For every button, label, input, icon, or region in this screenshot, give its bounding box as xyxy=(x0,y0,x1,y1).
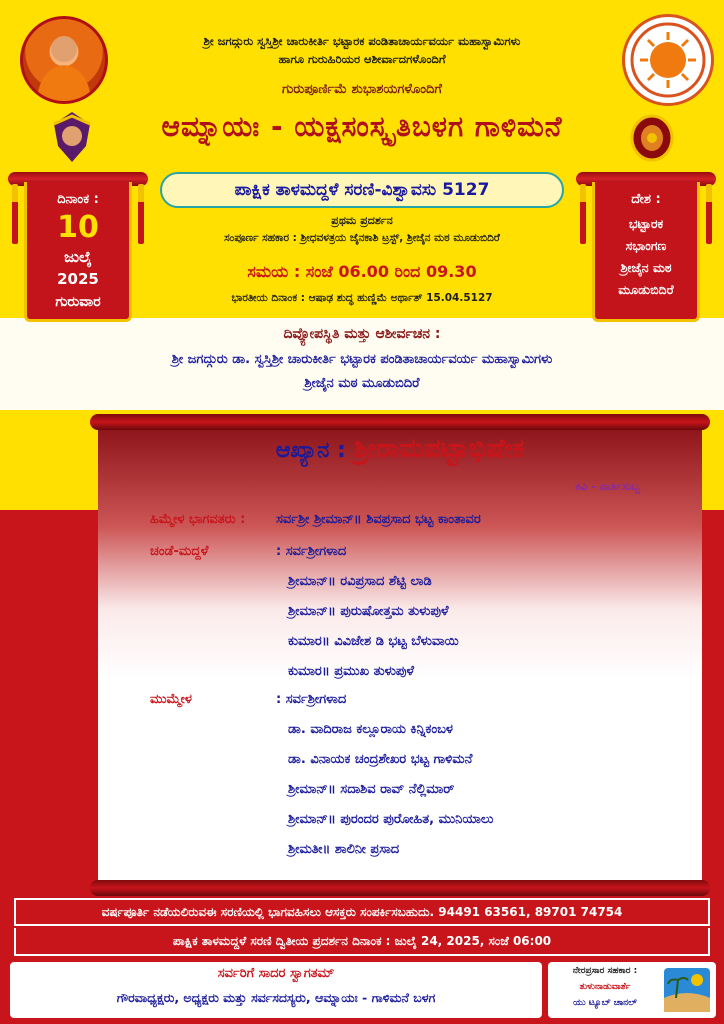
date-month: ಜುಲೈ xyxy=(64,248,92,266)
date-scroll xyxy=(8,172,148,324)
tassel-icon xyxy=(138,184,144,244)
cast-row xyxy=(0,634,724,658)
tassel-icon xyxy=(12,184,18,244)
date-year: 2025 xyxy=(57,270,99,288)
cast-artist: ಶ್ರೀಮಾನ್॥ ರವಿಪ್ರಸಾದ ಶೆಟ್ಟಿ ಲಾಡಿ xyxy=(288,574,432,589)
akhyana-label: ಆಖ್ಯಾನ : xyxy=(275,438,346,463)
tulunadu-logo-icon xyxy=(664,968,710,1012)
yakshagana-mask-icon xyxy=(46,110,98,164)
parchment-rod-top xyxy=(90,414,710,430)
cast-role: ಚಂಡೆ-ಮದ್ದಳೆ xyxy=(150,544,209,559)
date-day: 10 xyxy=(57,210,99,245)
venue-label: ದೇಶ : xyxy=(631,192,661,207)
header-blessing-line1: ಶ್ರೀ ಜಗದ್ಗುರು ಸ್ವಸ್ತಿಶ್ರೀ ಚಾರುಕೀರ್ತಿ ಭಟ್ಟಾರಕ ಪಂಡಿತಾಚಾರ್ಯವರ್ಯ ಮಹಾಸ್ವಾಮಿಗಳು xyxy=(203,34,521,48)
tassel-icon xyxy=(706,184,712,244)
main-title: ಆಮ್ನಾಯಃ - ಯಕ್ಷಸಂಸ್ಕೃತಿಬಳಗ ಗಾಳಿಮನೆ xyxy=(161,110,563,143)
venue-line: ಸಭಾಂಗಣ xyxy=(625,238,667,253)
poet-credit: ಕವಿ - ಪಾರ್ತಿಸುಬ್ಬ xyxy=(575,480,640,493)
show-time: ಸಮಯ : ಸಂಜೆ 06.00 ರಿಂದ 09.30 xyxy=(247,262,477,281)
date-weekday: ಗುರುವಾರ xyxy=(55,294,101,310)
cast-artist: ಶ್ರೀಮಾನ್॥ ಪುರುಷೋತ್ತಮ ತುಳುಪುಳೆ xyxy=(288,604,449,619)
cast-row xyxy=(0,842,724,866)
venue-line: ಮೂಡುಬಿದಿರೆ xyxy=(618,282,674,297)
venue-line: ಭಟ್ಟಾರಕ xyxy=(628,216,664,231)
venue-line: ಶ್ರೀಜೈನ ಮಠ xyxy=(620,260,672,275)
blessing-heading: ದಿವ್ಯೋಪಸ್ಥಿತಿ ಮತ್ತು ಆಶೀರ್ವಚನ : xyxy=(283,326,441,342)
stream-channel: ಯು ಟ್ಯೂಬ್ ಚಾನಲ್ xyxy=(573,998,637,1008)
cast-row xyxy=(0,664,724,688)
cast-role: ಹಿಮ್ಮೇಳ ಭಾಗವತರು : xyxy=(150,512,246,527)
cast-row xyxy=(0,604,724,628)
akhyana-heading xyxy=(98,434,702,465)
cast-artist: ಶ್ರೀಮತೀ॥ ಶಾಲಿನೀ ಪ್ರಸಾದ xyxy=(288,842,400,857)
stream-label: ನೇರಪ್ರಸಾರ ಸಹಕಾರ : xyxy=(572,966,638,976)
parchment-rod-bottom xyxy=(90,880,710,896)
date-label: ದಿನಾಂಕ : xyxy=(57,192,99,207)
cast-artist: : ಸರ್ವಶ್ರೀಗಳಾದ xyxy=(276,544,347,559)
occasion-greeting: ಗುರುಪೂರ್ಣಿಮೆ ಶುಭಾಶಯಗಳೊಂದಿಗೆ xyxy=(282,82,442,97)
cast-artist: ಕುಮಾರ॥ ವಿವಿಜೇಶ ಡಿ ಭಟ್ಟ ಬೆಳುವಾಯಿ xyxy=(288,634,459,649)
cast-row xyxy=(0,812,724,836)
header-blessing-line2: ಹಾಗೂ ಗುರುಹಿರಿಯರ ಆಶೀರ್ವಾದಗಳೊಂದಿಗೆ xyxy=(278,52,446,66)
live-stream-box xyxy=(548,962,716,1018)
cast-row xyxy=(0,782,724,806)
cast-row xyxy=(0,722,724,746)
cast-artist: ಶ್ರೀಮಾನ್॥ ಪುರಂದರ ಪುರೋಹಿತ, ಮುನಿಯಾಲು xyxy=(288,812,494,827)
welcome-text: ಸರ್ವರಿಗೆ ಸಾದರ ಸ್ವಾಗತಮ್ xyxy=(217,966,335,981)
cast-artist: ಡಾ. ವಿನಾಯಕ ಚಂದ್ರಶೇಖರ ಭಟ್ಟ ಗಾಳಿಮನೆ xyxy=(288,752,473,767)
cast-artist: ಶ್ರೀಮಾನ್॥ ಸದಾಶಿವ ರಾವ್ ನೆಲ್ಲಿಮಾರ್ xyxy=(288,782,455,797)
next-show-notice: ಪಾಕ್ಷಿಕ ತಾಳಮದ್ದಳೆ ಸರಣಿ ದ್ವಿತೀಯ ಪ್ರದರ್ಶನ ದಿನಾಂಕ : ಜುಲೈ 24, 2025, ಸಂಜೆ 06:00 xyxy=(14,928,710,956)
cast-artist: ಡಾ. ವಾದಿರಾಜ ಕಲ್ಲೂರಾಯ ಕಿನ್ನಿಕಂಬಳ xyxy=(288,722,453,737)
sponsor-line: ಸಂಪೂರ್ಣ ಸಹಕಾರ : ಶ್ರೀಧವಳತ್ರಯ ಜೈನಕಾಶಿ ಟ್ರಸ್ಟ್, ಶ್ರೀಜೈನ ಮಠ ಮೂಡುಬಿದಿರೆ xyxy=(224,232,500,244)
blessing-name: ಶ್ರೀ ಜಗದ್ಗುರು ಡಾ. ಸ್ವಸ್ತಿಶ್ರೀ ಚಾರುಕೀರ್ತಿ ಭಟ್ಟಾರಕ ಪಂಡಿತಾಚಾರ್ಯವರ್ಯ ಮಹಾಸ್ವಾಮಿಗಳು xyxy=(171,352,553,367)
welcome-box xyxy=(10,962,542,1018)
blessing-place: ಶ್ರೀಜೈನ ಮಠ ಮೂಡುಬಿದಿರೆ xyxy=(304,376,420,391)
cast-artist: ಸರ್ವಶ್ರೀ ಶ್ರೀಮಾನ್॥ ಶಿವಪ್ರಸಾದ ಭಟ್ಟ ಕಾಂತಾವರ xyxy=(276,512,481,527)
cast-row xyxy=(0,752,724,776)
indian-calendar-date: ಭಾರತೀಯ ದಿನಾಂಕ : ಆಷಾಢ ಶುದ್ಧ ಹುಣ್ಣಿಮೆ ಅರ್ಥಾತ್ 15.04.5127 xyxy=(231,292,493,304)
first-show-label: ಪ್ರಥಮ ಪ್ರದರ್ಶನ xyxy=(331,214,393,227)
venue-scroll xyxy=(576,172,716,324)
tassel-icon xyxy=(580,184,586,244)
akhyana-name: ಶ್ರೀರಾಮಪಟ್ಟಾಭಿಷೇಕ xyxy=(353,434,525,464)
participation-notice: ವರ್ಷಪೂರ್ತಿ ನಡೆಯಲಿರುವಈ ಸರಣಿಯಲ್ಲಿ ಭಾಗವಹಿಸಲು ಆಸಕ್ತರು ಸಂಪರ್ಕಿಸಬಹುದು. 94491 63561, 89701 74754 xyxy=(14,898,710,926)
cast-artist: : ಸರ್ವಶ್ರೀಗಳಾದ xyxy=(276,692,347,707)
cast-row xyxy=(0,544,724,568)
stream-name: ತುಳುನಾಡುವಾರ್ತೆ xyxy=(579,982,631,992)
cast-row xyxy=(0,512,724,536)
cast-role: ಮುಮ್ಮೇಳ xyxy=(150,692,192,707)
series-title: ಪಾಕ್ಷಿಕ ತಾಳಮದ್ದಳೆ ಸರಣಿ-ವಿಶ್ವಾವಸು 5127 xyxy=(160,172,564,208)
yakshagana-crown-icon xyxy=(630,114,674,162)
cast-row xyxy=(0,574,724,598)
cast-artist: ಕುಮಾರ॥ ಪ್ರಮುಖ ತುಳುಪುಳೆ xyxy=(288,664,415,679)
organizers-text: ಗೌರವಾಧ್ಯಕ್ಷರು, ಅಧ್ಯಕ್ಷರು ಮತ್ತು ಸರ್ವಸದಸ್ಯರು, ಆಮ್ನಾಯಃ - ಗಾಳಿಮನೆ ಬಳಗ xyxy=(116,990,436,1005)
cast-row xyxy=(0,692,724,716)
